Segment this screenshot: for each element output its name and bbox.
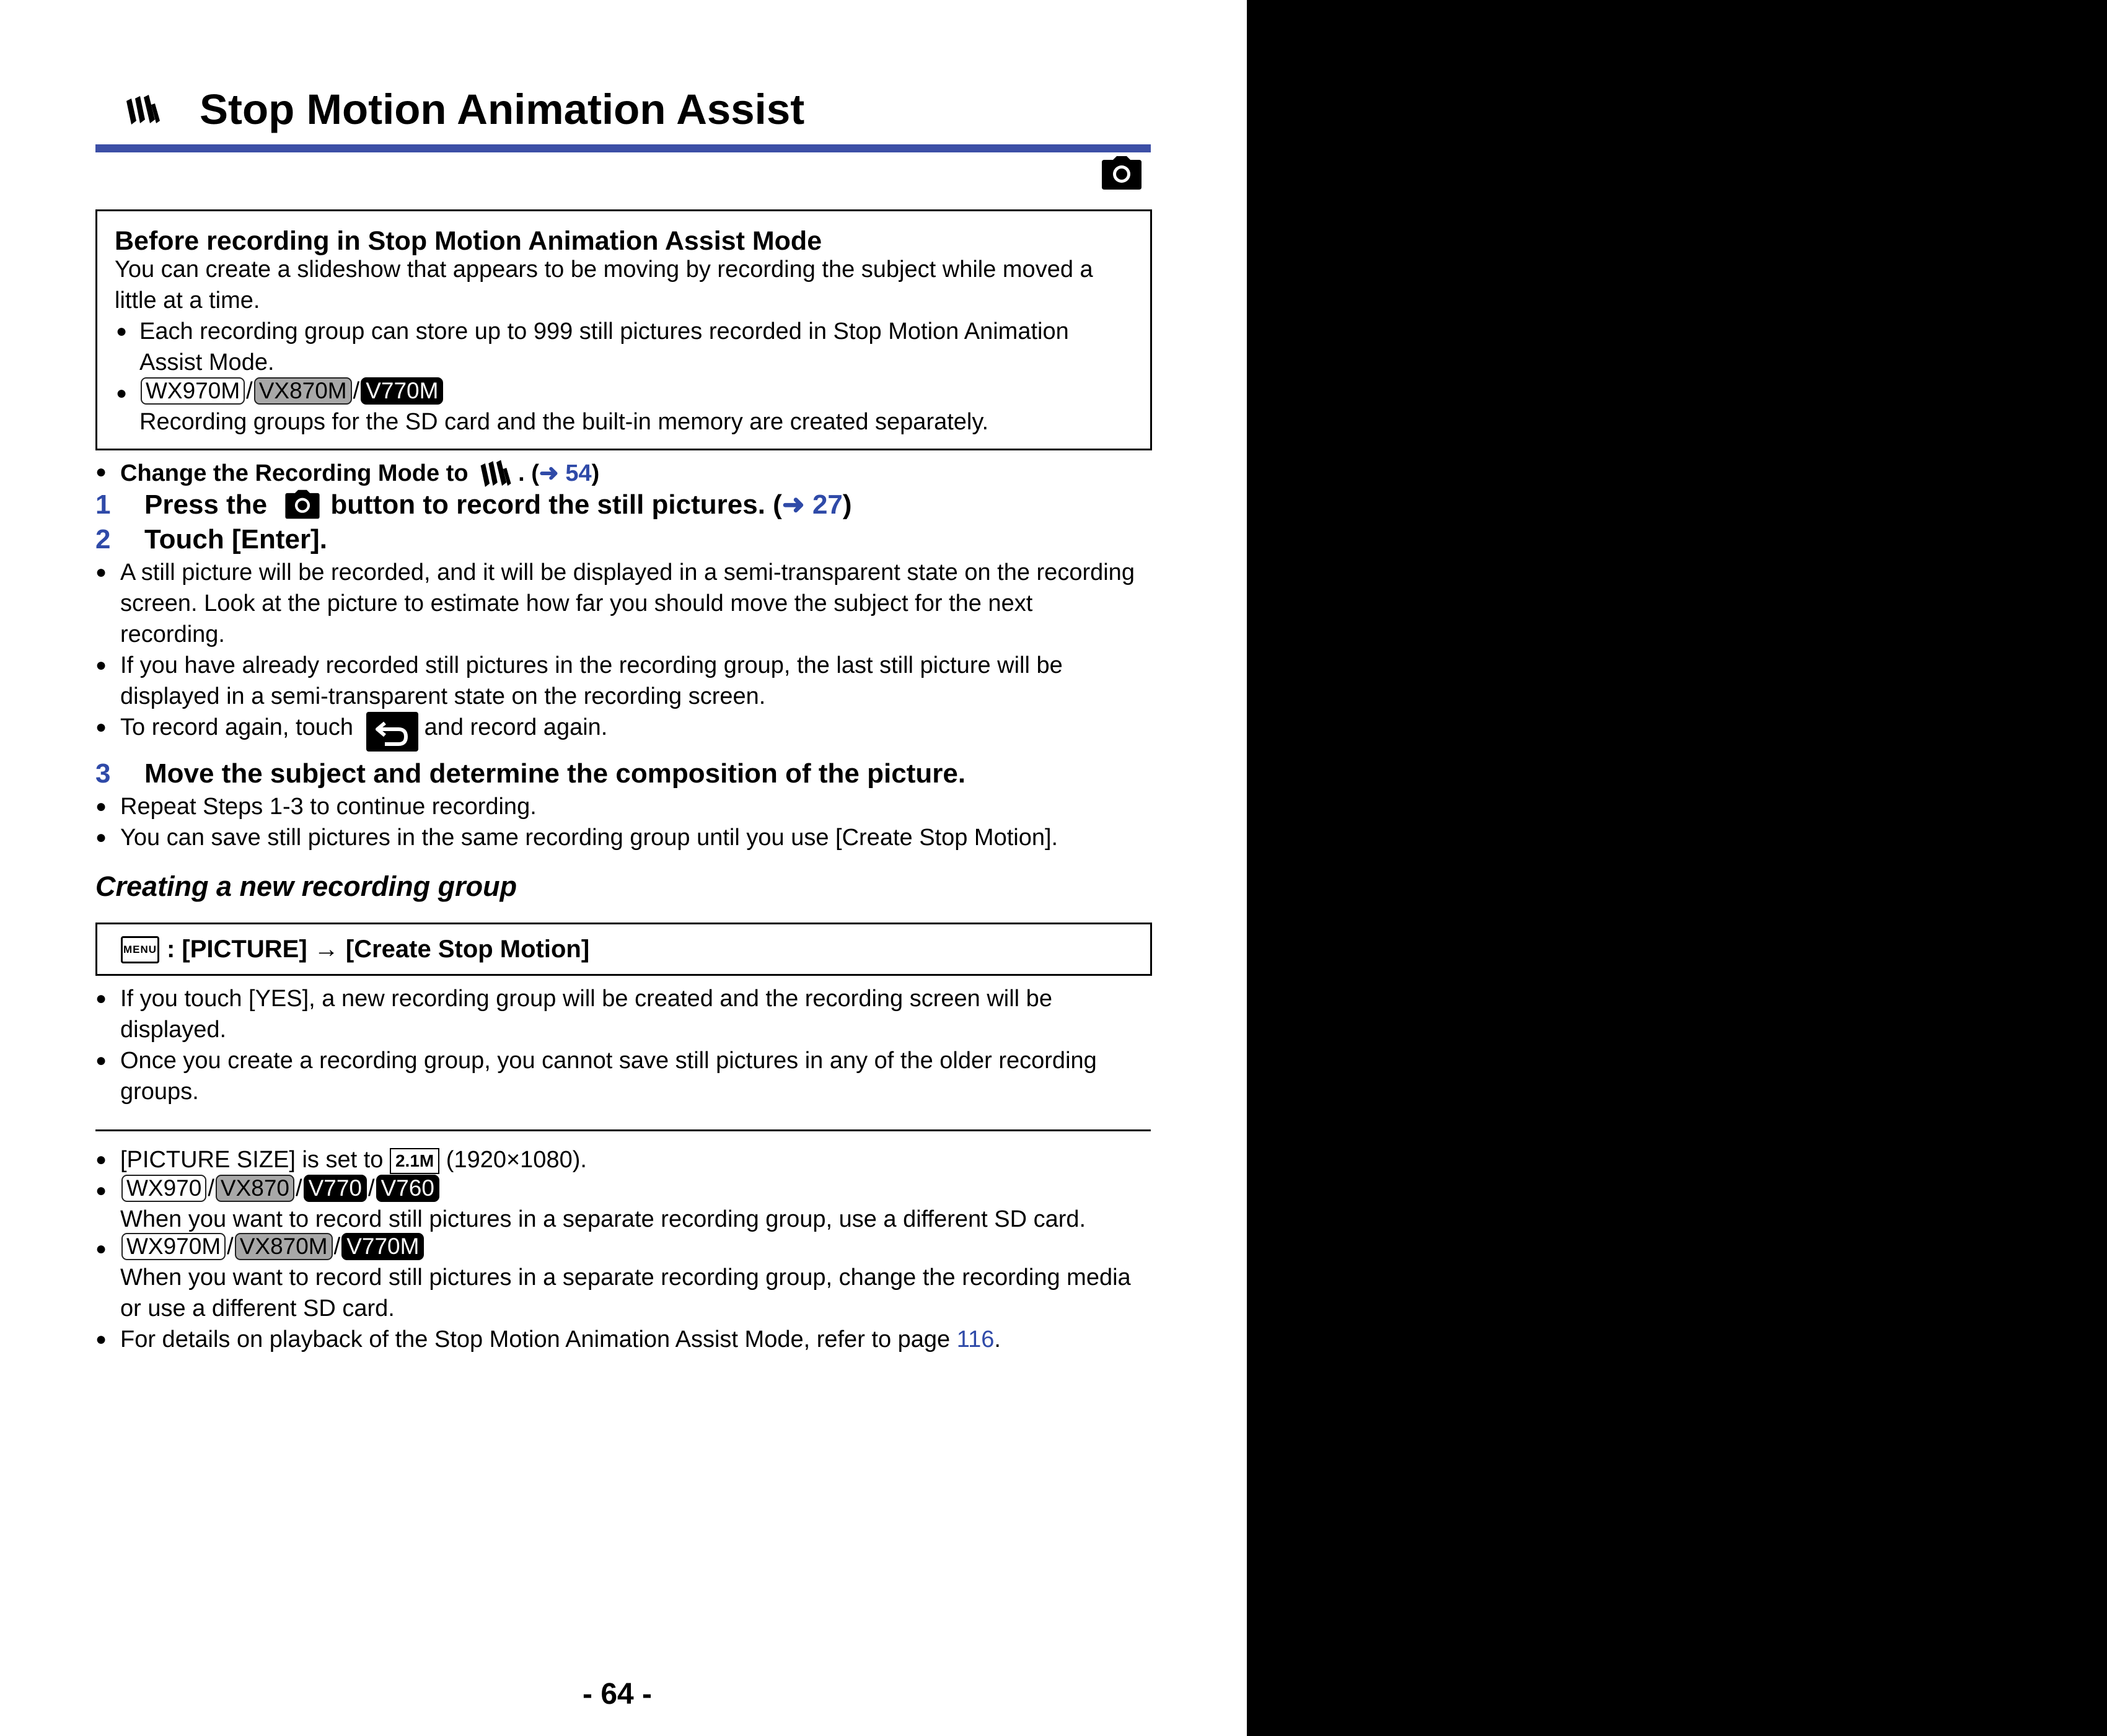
note-1 [120, 1144, 587, 1175]
step2-b1-line3: recording. [120, 621, 225, 647]
page-ref-link[interactable]: 54 [565, 460, 592, 487]
return-icon[interactable] [366, 712, 418, 752]
page-ref-link[interactable]: 116 [956, 1326, 995, 1352]
bullet-icon: ● [95, 1180, 107, 1201]
step-1-before: Press the [144, 489, 268, 520]
section-heading: Creating a new recording group [95, 870, 517, 902]
page-title: Stop Motion Animation Assist [200, 85, 805, 133]
note-1-before: [PICTURE SIZE] is set to [120, 1147, 384, 1173]
menu-icon[interactable]: MENU [121, 936, 159, 963]
note-2-text: When you want to record still pictures in a separate recording group, use a different SD card. [120, 1206, 1086, 1232]
bullet-icon: ● [95, 988, 107, 1009]
step-1-after: button to record the still pictures. ( [330, 489, 782, 520]
menu-path: : [PICTURE] → [Create Stop Motion] [167, 936, 590, 963]
model-tag: WX970M [121, 1233, 226, 1260]
bullet-icon: ● [95, 1238, 107, 1259]
step-3-text: Move the subject and determine the composition of the picture. [144, 758, 966, 789]
note-1-after: (1920×1080). [446, 1147, 587, 1173]
model-tags: WX970 / VX870 / V770 / V760 [121, 1173, 439, 1204]
model-tag: WX970 [121, 1175, 206, 1202]
box-bullet1-line1: Each recording group can store up to 999 still pictures recorded in Stop Motion Animation [139, 318, 1069, 344]
note-3-line2: or use a different SD card. [120, 1295, 395, 1322]
step-2-text: Touch [Enter]. [144, 524, 327, 555]
box-bullet1-line2: Assist Mode. [139, 349, 275, 375]
model-tag: VX870 [216, 1175, 294, 1202]
prereq-text: Change the Recording Mode to [120, 460, 468, 487]
box-intro-line2: little at a time. [115, 287, 260, 313]
step3-b2: You can save still pictures in the same recording group until you use [Create Stop Motion]. [120, 825, 1058, 851]
box-intro-line1: You can create a slideshow that appears to be moving by recording the subject while moved a [115, 256, 1093, 283]
bullet-icon: ● [95, 1149, 107, 1170]
model-tags: WX970M / VX870M / V770M [121, 1231, 424, 1262]
step3-b1: Repeat Steps 1-3 to continue recording. [120, 794, 537, 820]
step-1-text [144, 488, 852, 524]
step2-b1-line1: A still picture will be recorded, and it will be displayed in a semi-transparent state on the recording [120, 559, 1135, 585]
box-bullet2-text: Recording groups for the SD card and the built-in memory are created separately. [139, 409, 989, 435]
note-3-line1: When you want to record still pictures in a separate recording group, change the recording media [120, 1265, 1131, 1291]
bullet-icon: ● [95, 1329, 107, 1349]
divider [95, 1129, 1151, 1131]
group-b1-line1: If you touch [YES], a new recording group will be created and the recording screen will be [120, 986, 1052, 1012]
step2-b1-line2: screen. Look at the picture to estimate how far you should move the subject for the next [120, 590, 1033, 616]
step2-b3-before: To record again, touch [120, 714, 354, 740]
bullet-icon: ● [95, 462, 107, 482]
step2-b2-line2: displayed in a semi-transparent state on the recording screen. [120, 683, 766, 709]
stop-motion-icon [124, 91, 164, 131]
step2-b3 [120, 712, 607, 752]
step-number: 2 [95, 524, 111, 555]
prereq-close: ) [591, 460, 600, 487]
group-b2-line1: Once you create a recording group, you cannot save still pictures in any of the older recording [120, 1048, 1097, 1074]
bullet-icon: ● [95, 827, 107, 848]
model-tag: VX870M [254, 377, 352, 405]
bullet-icon: ● [95, 1050, 107, 1071]
step-1-close: ) [842, 489, 852, 520]
model-tag: VX870M [235, 1233, 333, 1260]
bullet-icon: ● [116, 321, 128, 341]
bullet-icon: ● [95, 562, 107, 582]
step2-b2-line1: If you have already recorded still pictures in the recording group, the last still picture will be [120, 652, 1063, 678]
bullet-icon: ● [116, 383, 128, 403]
page-ref-link[interactable]: 27 [812, 489, 843, 520]
arrow-icon: ➜ [781, 489, 805, 520]
model-tags: WX970M / VX870M / V770M [141, 375, 443, 406]
model-tag: V770M [341, 1233, 424, 1260]
title-rule [95, 144, 1151, 152]
page-number: - 64 - [583, 1678, 653, 1711]
model-tag: WX970M [141, 377, 245, 405]
step-number: 1 [95, 489, 111, 520]
step-number: 3 [95, 758, 111, 789]
prereq-punct: . ( [518, 460, 539, 487]
arrow-icon: ➜ [539, 460, 559, 487]
note-4-before: For details on playback of the Stop Motion Animation Assist Mode, refer to page [120, 1326, 951, 1352]
bullet-icon: ● [95, 796, 107, 817]
model-tag: V760 [376, 1175, 439, 1202]
step2-b3-after: and record again. [424, 714, 608, 740]
camera-icon [1101, 155, 1143, 191]
group-b1-line2: displayed. [120, 1017, 227, 1043]
model-tag: V770M [361, 377, 443, 405]
note-4-after: . [994, 1326, 1001, 1352]
box-heading: Before recording in Stop Motion Animation Assist Mode [115, 226, 822, 256]
bullet-icon: ● [95, 655, 107, 675]
menu-path-box [95, 923, 1152, 976]
camera-icon [282, 489, 323, 520]
bullet-icon: ● [95, 717, 107, 737]
picture-size-badge: 2.1M [390, 1148, 439, 1174]
note-4 [120, 1324, 1001, 1355]
before-recording-box [95, 209, 1152, 450]
group-b2-line2: groups. [120, 1079, 199, 1105]
model-tag: V770 [304, 1175, 367, 1202]
